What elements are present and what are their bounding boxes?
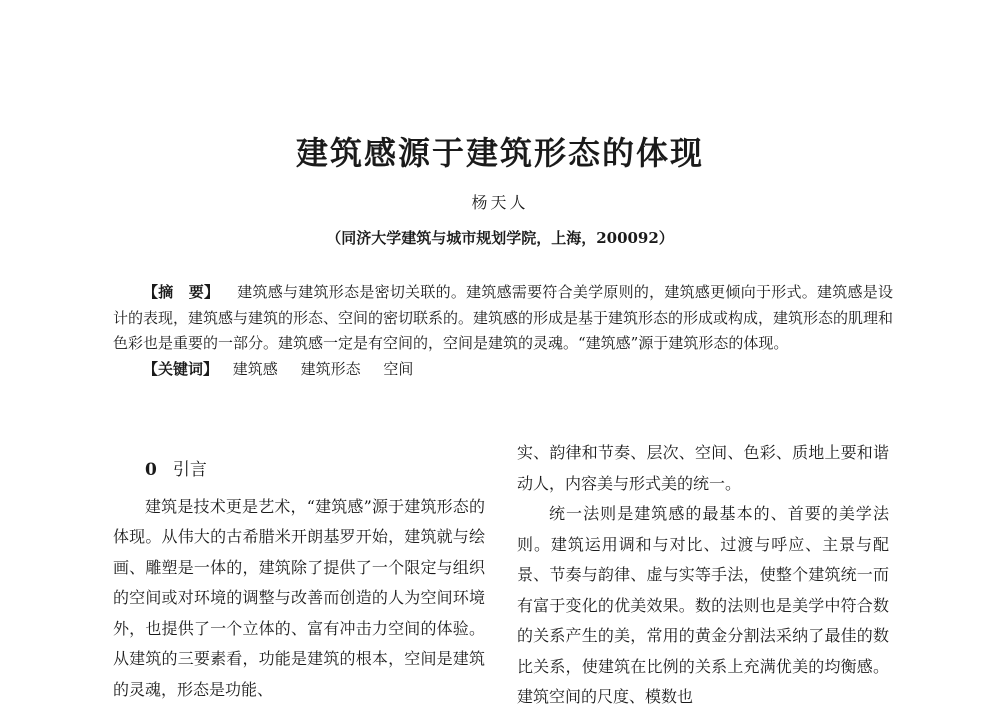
keyword-item: 建筑感: [232, 359, 278, 378]
paper-title: 建筑感源于建筑形态的体现: [295, 134, 704, 172]
abstract-paragraph: [113, 280, 893, 357]
author-name: 杨天人: [471, 193, 529, 212]
body-column-right: [517, 438, 889, 713]
keywords-label: 【关键词】: [143, 359, 219, 378]
body-column-left: [113, 455, 485, 705]
section-heading: [113, 455, 485, 486]
keywords-line: [113, 357, 893, 383]
body-paragraph: 实、韵律和节奏、层次、空间、色彩、质地上要和谐动人，内容美与形式美的统一。: [517, 443, 889, 493]
abstract-label: 【摘 要】: [143, 283, 220, 301]
body-paragraph: 建筑是技术更是艺术，“建筑感”源于建筑形态的体现。从伟大的古希腊米开朗基罗开始，建筑就与绘画、雕塑是一体的，建筑除了提供了一个限定与组织的空间或对环境的调整与改善而创造的人为空间环境外，也提供了一个立体的、富有冲击力空间的体验。从建筑的三要素看，功能是建筑的根本，空间是建筑的灵魂，形态是功能、: [113, 496, 485, 699]
author-affiliation: （同济大学建筑与城市规划学院，上海，200092）: [326, 229, 674, 247]
keyword-item: 建筑形态: [300, 359, 361, 378]
section-number: 0: [145, 460, 157, 480]
abstract-text: 建筑感与建筑形态是密切关联的。建筑感需要符合美学原则的，建筑感更倾向于形式。建筑感是设计的表现，建筑感与建筑的形态、空间的密切联系的。建筑感的形成是基于建筑形态的形成或构成，建筑形态的肌理和色彩也是重要的一部分。建筑感一定是有空间的，空间是建筑的灵魂。“建筑感”源于建筑形态的体现。: [113, 283, 894, 352]
body-paragraph: 统一法则是建筑感的最基本的、首要的美学法则。建筑运用调和与对比、过渡与呼应、主景与配景、节奏与韵律、虚与实等手法，使整个建筑统一而有富于变化的优美效果。数的法则也是美学中符合数的关系产生的美，常用的黄金分割法采纳了最佳的数比关系，使建筑在比例的关系上充满优美的均衡感。建筑空间的尺度、模数也: [517, 504, 889, 706]
abstract-block: [113, 280, 893, 382]
keyword-item: 空间: [383, 359, 414, 378]
section-title: 引言: [172, 460, 207, 480]
